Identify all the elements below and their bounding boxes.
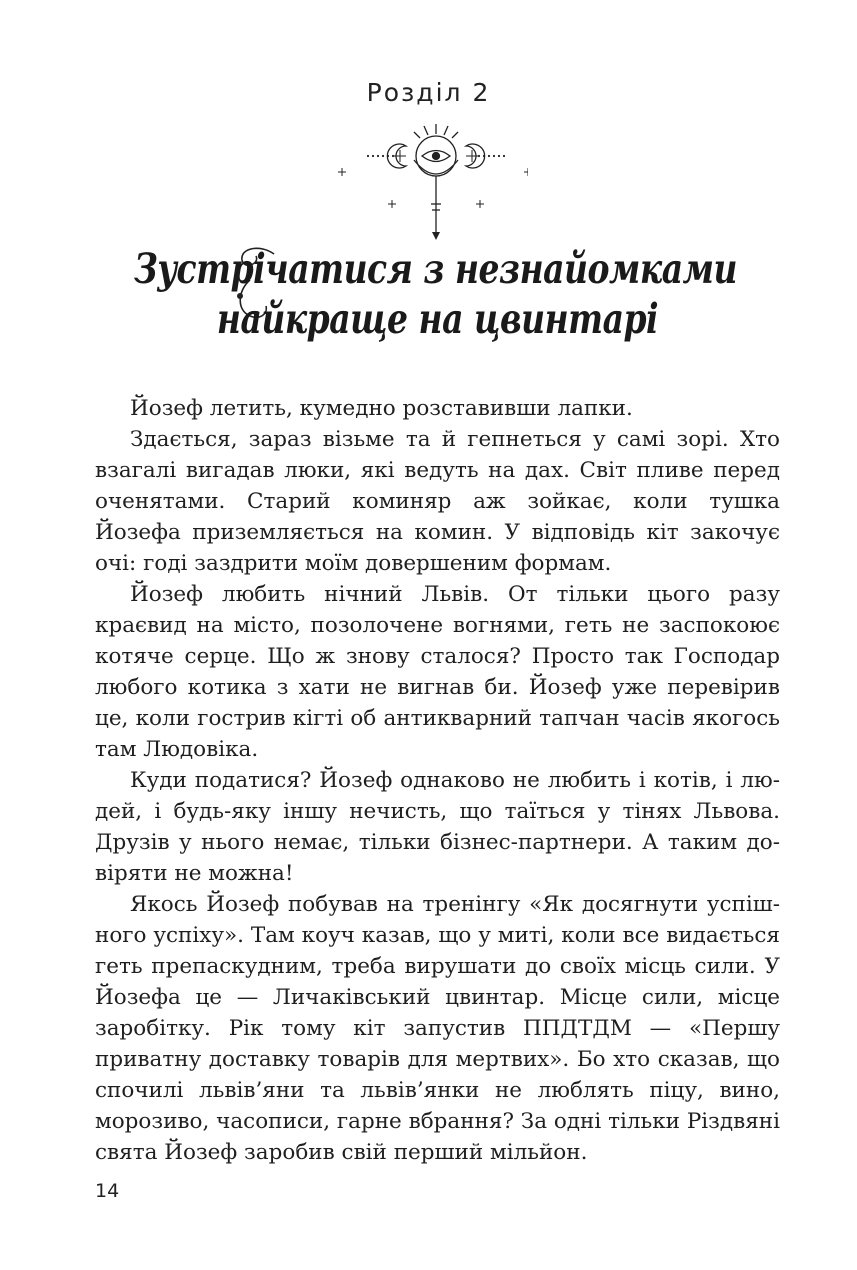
page-number: 14: [95, 1180, 120, 1202]
paragraph: Йозеф летить, кумедно розставивши лапки.: [130, 396, 633, 421]
chapter-title-line-1: Зустрічатися з незнайомками: [134, 244, 737, 293]
paragraph: Йозеф любить нічний Львів. От тільки цього разу краєвид на місто, позолочене вогнями, геть не заспокоює котяче серце. Що ж знову сталося? Просто так Господар любого котика з хати не вигнав би. Йозеф уже перевірив це, коли гострив кігті об антикварний тапчан часів якогось там Людовіка.: [95, 582, 780, 762]
chapter-title-line-2: найкраще на цвинтарі: [216, 294, 659, 343]
chapter-title: [0, 244, 857, 344]
paragraph: Здається, зараз візьме та й гепнеться у самі зорі. Хто взагалі вигадав люки, які ведуть на дах. Світ пливе перед оченятами. Старий коминяр аж зойкає, коли тушка Йозефа приземляється на комин. У відповідь кіт закочує очі: годі заздрити моїм довершеним формам.: [95, 427, 780, 576]
body-text: [95, 393, 780, 1168]
paragraph: Якось Йозеф побував на тренінгу «Як досягнути успішного успіху». Там коуч казав, що у миті, коли все видається геть препаскудним, треба вирушати до своїх місць сили. У Йозефа це — Личаківський цвинтар. Місце сили, місце заробітку. Рік тому кіт запустив ППДТДМ — «Першу приватну доставку товарів для мертвих». Бо хто сказав, що спочилі львів’яни та львів’янки не люблять піцу, вино, морозиво, часописи, гарне вбрання? За одні тільки Різдвяні свята Йозеф заробив свій перший мільйон.: [95, 892, 780, 1165]
paragraph: Куди податися? Йозеф однаково не любить і котів, і людей, і будь-яку іншу нечисть, що таїться у тінях Львова. Друзів у нього немає, тільки бізнес-партнери. А таким довіряти не можна!: [95, 768, 780, 886]
moon-eye-ornament-icon: [328, 118, 528, 244]
chapter-label: Розділ 2: [366, 78, 491, 107]
